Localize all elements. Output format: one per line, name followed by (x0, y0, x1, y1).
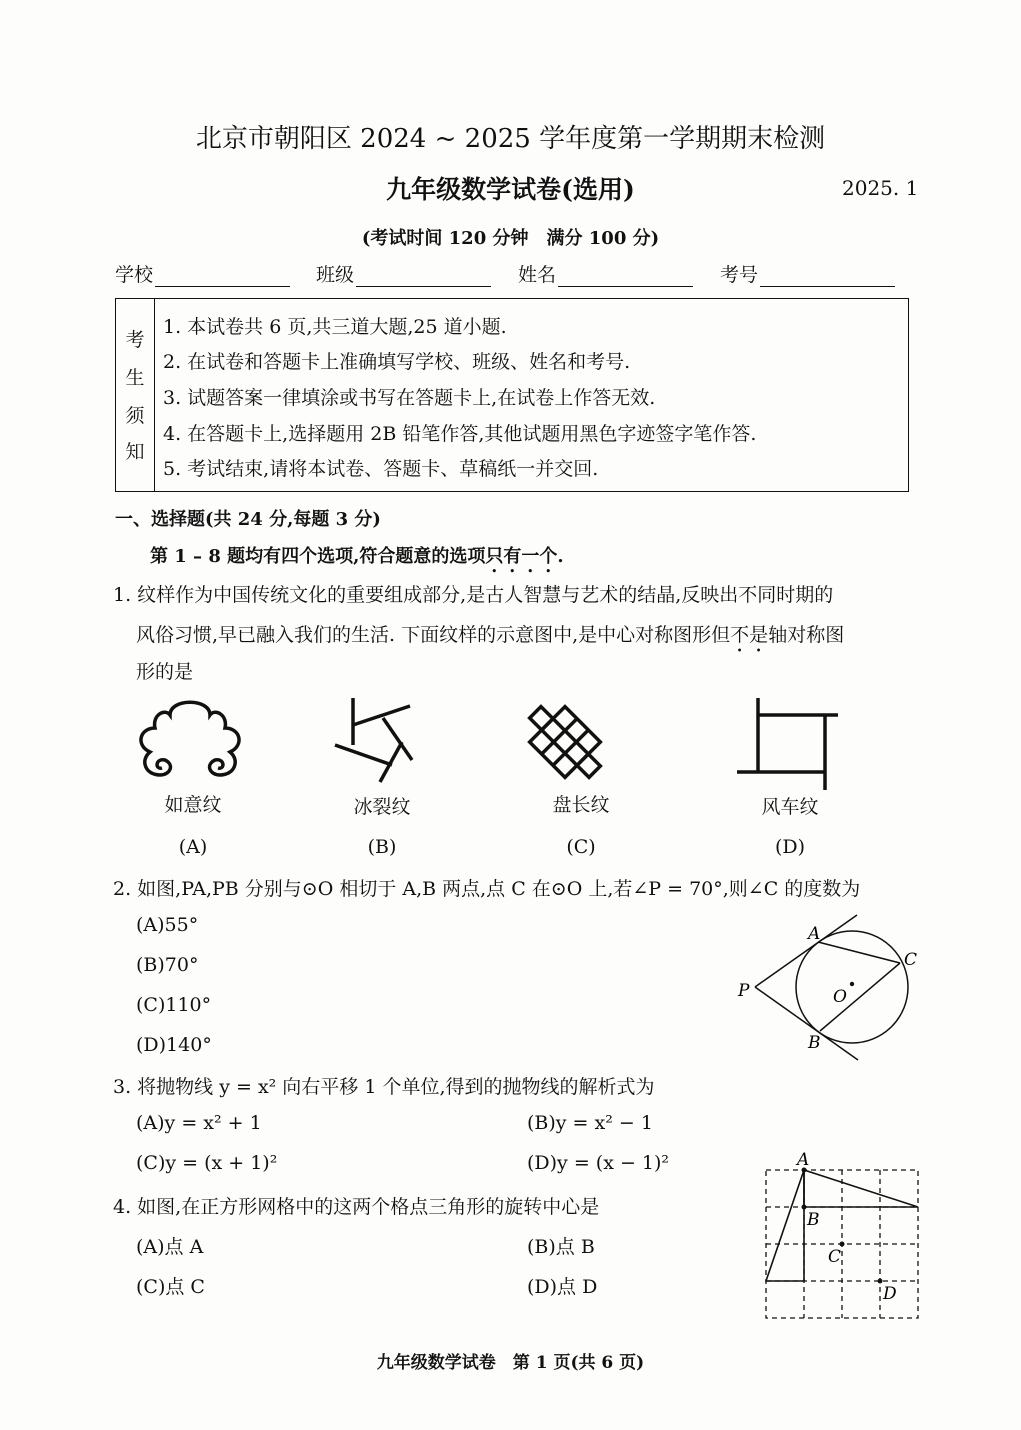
blank-line (155, 268, 290, 287)
option-A[interactable]: (A)55° (136, 914, 199, 936)
figure-caption: 盘长纹 (552, 794, 610, 816)
field-school[interactable] (115, 260, 290, 287)
question-2-text: 2. 如图,PA,PB 分别与⊙O 相切于 A,B 两点,点 C 在⊙O 上,若∠P = 70°,则∠C 的度数为 (113, 878, 861, 900)
option-D[interactable]: (D)y = (x − 1)² (527, 1152, 670, 1174)
point-d (878, 1279, 883, 1284)
label-b: B (808, 1033, 821, 1053)
chord-bc (820, 963, 900, 1031)
page-footer: 九年级数学试卷 第 1 页(共 6 页) (376, 1353, 645, 1373)
option-D[interactable]: (D)140° (136, 1034, 212, 1056)
notice-box (115, 298, 909, 492)
circle-tangent-figure (730, 905, 930, 1065)
notice-item: 1. 本试卷共 6 页,共三道大题,25 道小题. (163, 316, 507, 338)
option-B[interactable]: (B)点 B (527, 1236, 595, 1258)
field-label: 学校 (115, 264, 154, 286)
field-class[interactable] (316, 260, 491, 287)
q1-text: 风俗习惯,早已融入我们的生活. 下面纹样的示意图中,是中心对称图形但 (136, 624, 731, 646)
notice-item: 4. 在答题卡上,选择题用 2B 铅笔作答,其他试题用黑色字迹签字笔作答. (163, 423, 757, 445)
instruction-emphasis: 只有一个 (485, 546, 558, 567)
exam-date: 2025. 1 (842, 176, 919, 200)
question-1-text: 形的是 (136, 661, 194, 683)
option-B[interactable]: (B) (367, 836, 397, 858)
option-C[interactable]: (C)点 C (136, 1276, 205, 1298)
q1-text: 轴对称图 (768, 624, 845, 646)
label-d: D (883, 1284, 897, 1304)
notice-item: 2. 在试卷和答题卡上准确填写学校、班级、姓名和考号. (163, 351, 631, 373)
option-B[interactable]: (B)70° (136, 954, 199, 976)
exam-title: 北京市朝阳区 2024 ~ 2025 学年度第一学期期末检测 (195, 124, 826, 154)
q1-figures (120, 690, 860, 790)
center-point (850, 982, 854, 986)
panchang-pattern-figure (518, 695, 613, 790)
notice-label-column (116, 299, 155, 491)
figure-caption: 如意纹 (164, 794, 222, 816)
ice-crack-pattern-figure (335, 698, 412, 782)
label-a: A (797, 1150, 810, 1170)
question-3-text: 3. 将抛物线 y = x² 向右平移 1 个单位,得到的抛物线的解析式为 (113, 1076, 655, 1098)
exam-info: (考试时间 120 分钟 满分 100 分) (361, 228, 660, 249)
notice-label-char: 生 (125, 367, 145, 389)
exam-subtitle: 九年级数学试卷(选用) (386, 175, 635, 204)
label-o: O (833, 987, 847, 1007)
field-label: 班级 (316, 264, 355, 286)
notice-item: 5. 考试结束,请将本试卷、答题卡、草稿纸一并交回. (163, 458, 599, 480)
figure-caption: 冰裂纹 (353, 796, 411, 818)
circle-o (796, 931, 908, 1043)
option-A[interactable]: (A)y = x² + 1 (136, 1112, 262, 1134)
question-1-text (136, 620, 844, 657)
ruyi-pattern-figure (141, 702, 239, 775)
field-label: 考号 (720, 264, 759, 286)
label-b: B (807, 1210, 820, 1230)
option-D[interactable]: (D)点 D (527, 1276, 598, 1298)
point-c (840, 1242, 845, 1247)
option-B[interactable]: (B)y = x² − 1 (527, 1112, 653, 1134)
instruction-text: . (557, 546, 564, 567)
label-a: A (808, 924, 821, 944)
question-1-text: 1. 纹样作为中国传统文化的重要组成部分,是古人智慧与艺术的结晶,反映出不同时期的 (113, 584, 834, 606)
triangle-2 (804, 1170, 918, 1207)
section-instruction (150, 542, 564, 577)
field-label: 姓名 (518, 264, 557, 286)
option-A[interactable]: (A)点 A (136, 1236, 204, 1258)
q1-emphasis: 不是 (730, 624, 769, 646)
field-exam-number[interactable] (720, 260, 895, 287)
notice-label-char: 考 (125, 329, 145, 351)
instruction-text: 第 1 – 8 题均有四个选项,符合题意的选项 (150, 546, 486, 567)
section-heading: 一、选择题(共 24 分,每题 3 分) (115, 509, 381, 530)
question-4-text: 4. 如图,在正方形网格中的这两个格点三角形的旋转中心是 (113, 1196, 600, 1218)
point-b (802, 1205, 807, 1210)
option-A[interactable]: (A) (178, 836, 208, 858)
triangle-1 (766, 1170, 804, 1281)
option-C[interactable]: (C)y = (x + 1)² (136, 1152, 278, 1174)
option-D[interactable]: (D) (774, 836, 806, 858)
label-c: C (904, 950, 918, 970)
blank-line (558, 268, 693, 287)
figure-caption: 风车纹 (761, 796, 819, 818)
notice-label-char: 知 (125, 441, 145, 463)
notice-label-char: 须 (125, 405, 145, 427)
option-C[interactable]: (C) (566, 836, 596, 858)
field-name[interactable] (518, 260, 693, 287)
option-C[interactable]: (C)110° (136, 994, 212, 1016)
chord-ac (818, 942, 900, 963)
notice-item: 3. 试题答案一律填涂或书写在答题卡上,在试卷上作答无效. (163, 387, 656, 409)
windmill-pattern-figure (737, 698, 838, 790)
blank-line (760, 268, 895, 287)
blank-line (356, 268, 491, 287)
tangent-pa (755, 915, 857, 987)
label-c: C (828, 1247, 842, 1267)
label-p: P (738, 981, 750, 1001)
grid-rotation-figure (750, 1145, 940, 1330)
